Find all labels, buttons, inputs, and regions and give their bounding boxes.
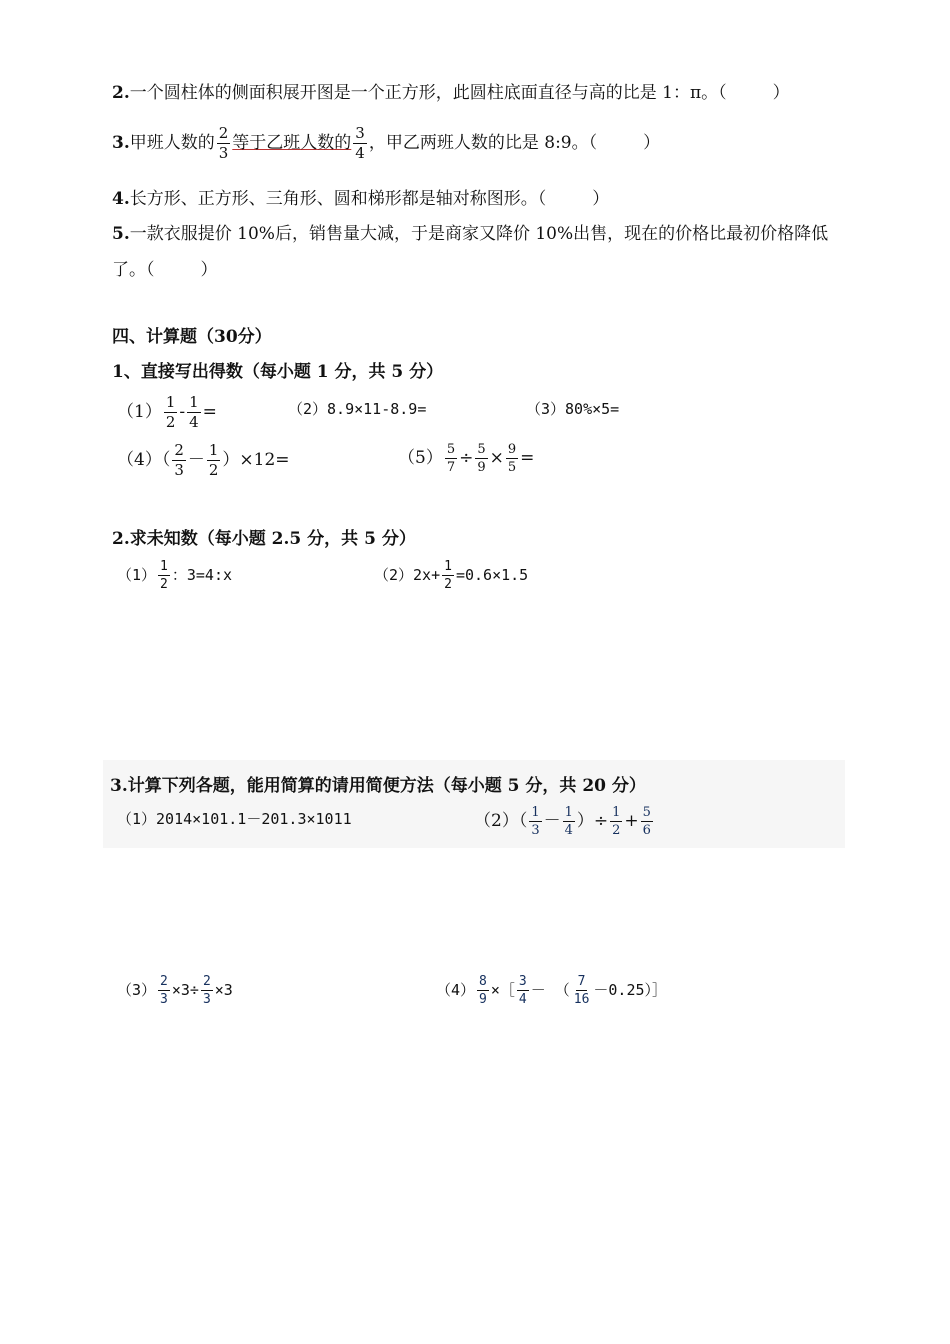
fraction: $\frac{1}{2}$ (208, 441, 219, 479)
problem-3-4 (436, 975, 667, 1006)
problem-1-3 (526, 398, 619, 420)
problem-1-1 (117, 395, 217, 430)
operator: ）÷ (576, 811, 609, 831)
question-text: 长方形、正方形、三角形、圆和梯形都是轴对称图形。（ (129, 189, 547, 209)
operator: － (543, 811, 561, 831)
answer-paren-close: ） (772, 83, 790, 103)
problem-label: （1） (117, 566, 157, 584)
problem-expression-pre: 2x+ (413, 566, 441, 584)
question-3 (112, 126, 660, 161)
problem-2-1 (117, 560, 232, 591)
problem-label: （2） (374, 566, 414, 584)
problem-label: （3） (526, 400, 566, 418)
answer-paren-close: ） (592, 189, 610, 209)
fraction: $\frac{3}{4}$ (518, 974, 527, 1007)
problem-expression: 2014×101.1－201.3×1011 (156, 810, 352, 828)
problem-expression: 80%×5= (565, 400, 620, 418)
operator: + (624, 811, 639, 831)
operator: － (187, 450, 205, 470)
question-4 (112, 188, 609, 210)
fraction: $\frac{1}{4}$ (189, 393, 199, 431)
question-text-2: 了。（ (112, 260, 155, 280)
fraction: $\frac{1}{2}$ (165, 393, 176, 431)
question-text: 一个圆柱体的侧面积展开图是一个正方形，此圆柱底面直径与高的比是 1：π。（ (129, 83, 727, 103)
question-number: 3. (112, 133, 130, 153)
problem-label: （4） (117, 450, 162, 470)
fraction: $\frac{2}{3}$ (174, 441, 184, 479)
question-5 (112, 223, 828, 245)
operator: ×［ (490, 981, 515, 999)
problem-3-2 (474, 806, 655, 837)
operator: ×3÷ (171, 981, 199, 999)
problem-3-1 (117, 808, 352, 830)
fraction: $\frac{2}{3}$ (218, 124, 229, 162)
problem-3-3 (117, 975, 233, 1006)
fraction: $\frac{3}{4}$ (355, 124, 365, 162)
problem-label: （3） (117, 981, 157, 999)
problem-1-2 (288, 398, 426, 420)
problem-label: （5） (398, 448, 443, 468)
problem-label: （2） (474, 811, 519, 831)
fraction: $\frac{8}{9}$ (479, 974, 487, 1007)
fraction: $\frac{1}{4}$ (564, 805, 573, 838)
fraction: $\frac{1}{3}$ (531, 805, 540, 838)
fraction: $\frac{2}{3}$ (202, 974, 211, 1007)
question-text-mid: 等于乙班人数的 (232, 133, 352, 153)
problem-label: （1） (117, 402, 162, 422)
operator: － （ (530, 981, 570, 999)
problem-expression: ：3=4:x (171, 566, 233, 584)
fraction: $\frac{5}{9}$ (477, 442, 486, 475)
fraction: $\frac{2}{3}$ (160, 974, 168, 1007)
operator: - (179, 402, 186, 422)
problem-2-2 (374, 560, 528, 591)
problem-1-4 (117, 443, 290, 478)
question-number: 4. (112, 189, 130, 209)
equals: = (520, 448, 535, 468)
fraction: $\frac{1}{2}$ (160, 559, 168, 592)
fraction: $\frac{1}{2}$ (612, 805, 621, 838)
question-5-continued (112, 259, 218, 281)
paren-open: （ (518, 811, 528, 831)
operator: ÷ (459, 448, 474, 468)
problem-label: （2） (288, 400, 328, 418)
fraction: $\frac{9}{5}$ (507, 442, 517, 475)
answer-paren-close: ） (200, 260, 218, 280)
part3-title: 3.计算下列各题，能用简算的请用简便方法（每小题 5 分，共 20 分） (110, 776, 646, 796)
part1-title: 1、直接写出得数（每小题 1 分，共 5 分） (112, 362, 444, 382)
fraction: $\frac{1}{2}$ (444, 559, 452, 592)
part2-title: 2.求未知数（每小题 2.5 分，共 5 分） (112, 529, 416, 549)
question-text: 一款衣服提价 10%后，销售量大减，于是商家又降价 10%出售，现在的价格比最初价格降低 (129, 224, 829, 244)
operator: × (489, 448, 504, 468)
fraction: $\frac{5}{6}$ (642, 805, 651, 838)
problem-expression: =0.6×1.5 (455, 566, 529, 584)
question-text-pre: 甲班人数的 (129, 133, 215, 153)
problem-expression: 8.9×11-8.9= (327, 400, 427, 418)
fraction: $\frac{5}{7}$ (446, 442, 456, 475)
equals: = (202, 402, 217, 422)
paren-open: （ (161, 450, 171, 470)
question-text-post: ，甲乙两班人数的比是 8:9。（ (368, 133, 598, 153)
fraction: $\frac{7}{16}$ (573, 974, 590, 1007)
question-number: 2. (112, 83, 130, 103)
section-title: 四、计算题（30分） (112, 327, 272, 347)
problem-label: （1） (117, 810, 157, 828)
question-number: 5. (112, 224, 130, 244)
paren-close: ）×12= (222, 450, 290, 470)
question-2 (112, 82, 790, 104)
operator: －0.25）］ (593, 981, 668, 999)
answer-paren-close: ） (643, 133, 661, 153)
problem-label: （4） (436, 981, 476, 999)
operator: ×3 (214, 981, 233, 999)
problem-1-5 (398, 443, 534, 474)
